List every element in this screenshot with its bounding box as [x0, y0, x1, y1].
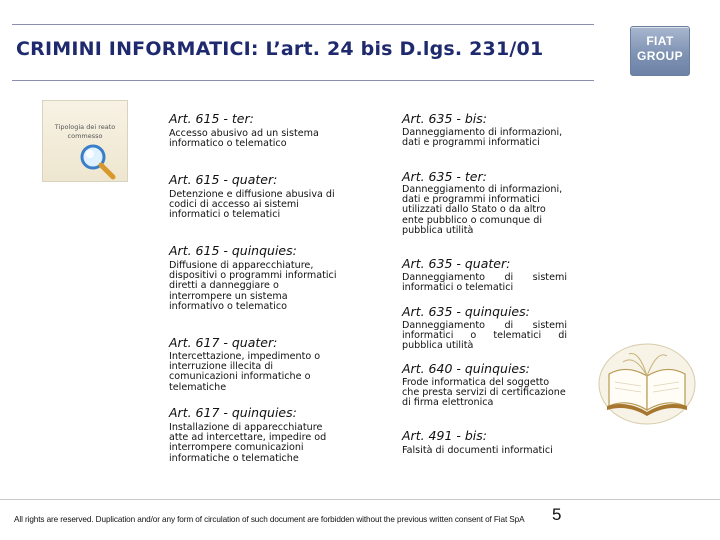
- article-640-quinquies: Art. 640 - quinquies:: [402, 361, 530, 376]
- article-491-bis-text: Falsità di documenti informatici: [402, 445, 553, 456]
- footer-rule: [0, 499, 720, 500]
- page-number: 5: [552, 505, 562, 524]
- article-635-quater-text: Danneggiamento di sistemi informatici o telematici: [402, 272, 567, 294]
- article-615-quater: Art. 615 - quater:: [169, 172, 278, 187]
- article-635-ter: Art. 635 - ter:: [402, 169, 487, 184]
- open-book-icon: [597, 340, 697, 426]
- title-bottom-rule: [12, 80, 594, 81]
- article-491-bis: Art. 491 - bis:: [402, 428, 487, 443]
- thumbnail-caption: Tipologia dei reato commesso: [54, 123, 116, 140]
- article-615-quinquies-text: Diffusione di apparecchiature, dispositivi o programmi informatici diretti a danneggiare o interrompere un sistema informativo o telematico: [169, 260, 337, 312]
- article-615-quinquies: Art. 615 - quinquies:: [169, 243, 297, 258]
- magnifier-icon: [43, 101, 127, 181]
- title-top-rule: [12, 24, 594, 25]
- article-617-quater: Art. 617 - quater:: [169, 335, 278, 350]
- article-635-quinquies-text: Danneggiamento di sistemi informatici o telematici di pubblica utilità: [402, 320, 567, 352]
- article-635-quinquies: Art. 635 - quinquies:: [402, 304, 530, 319]
- article-635-ter-text: Danneggiamento di informazioni, dati e programmi informatici utilizzati dallo Stato o da altro ente pubblico o comunque di pubblica utilità: [402, 184, 563, 236]
- article-615-quater-text: Detenzione e diffusione abusiva di codici di accesso ai sistemi informatici o telematici: [169, 189, 335, 221]
- crime-type-thumbnail: [42, 100, 128, 182]
- article-635-bis: Art. 635 - bis:: [402, 111, 487, 126]
- article-617-quinquies-text: Installazione di apparecchiature atte ad intercettare, impedire od interrompere comunicazioni informatiche o telematiche: [169, 422, 327, 464]
- page-title: CRIMINI INFORMATICI: L’art. 24 bis D.lgs. 231/01: [16, 38, 544, 60]
- article-617-quinquies: Art. 617 - quinquies:: [169, 405, 297, 420]
- article-635-quater: Art. 635 - quater:: [402, 256, 511, 271]
- article-615-ter: Art. 615 - ter:: [169, 111, 254, 126]
- article-635-bis-text: Danneggiamento di informazioni, dati e programmi informatici: [402, 127, 563, 149]
- article-617-quater-text: Intercettazione, impedimento o interruzione illecita di comunicazioni informatiche o telematiche: [169, 351, 321, 393]
- article-640-quinquies-text: Frode informatica del soggetto che presta servizi di certificazione di firma elettronica: [402, 377, 566, 409]
- article-615-ter-text: Accesso abusivo ad un sistema informatico o telematico: [169, 128, 319, 150]
- copyright-notice: All rights are reserved. Duplication and/or any form of circulation of such document are forbidden without the previous written consent of Fiat SpA: [14, 515, 525, 524]
- fiat-group-logo: FIAT GROUP: [630, 26, 690, 76]
